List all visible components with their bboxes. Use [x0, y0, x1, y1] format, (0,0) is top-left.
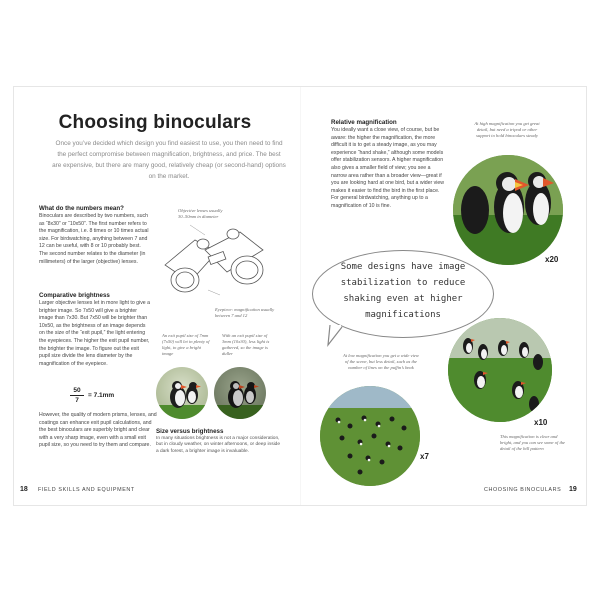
- caption-low-magnification: At low magnification you get a wide view of the scene, but less detail, such as the number of lines on the puffin’s beak: [343, 353, 419, 370]
- formula-numerator: 50: [73, 387, 81, 394]
- label-bright-image: An exit pupil size of 7mm (7x50) will let in plenty of light, to give a bright image: [162, 333, 210, 356]
- page-title: Choosing binoculars: [58, 112, 252, 133]
- brightness-body: Larger objective lenses let in more light to give a brighter image. So 7x50 will give a brighter image than 7x30. But 7x50 will be brighter than 10x50, as the brightness of an image depends on the size of the “exit pupil,” the light entering the eyepieces. The higher the exit pupil number, the brighter the image. To figure out the exit pupil size divide the lens diameter by the magnification of the eyepiece.: [39, 300, 151, 367]
- formula-denominator: 7: [75, 397, 79, 404]
- x10-puffin-view: [448, 318, 552, 422]
- magnification-body: You ideally want a close view, of course, but be aware: the higher the magnification, the more difficult it is to get a steady image, as you may experience “hand shake,” although some models offer stabilization sensors. A higher magnification also gives a smaller field of view; you see a narrow area rather than a broader view—great if you are looking hard at one bird, but a wider view makes it easier to find the bird in the first place. For general birdwatching, anything up to a magnification of 10 is fine.: [331, 127, 445, 209]
- page-gutter: [300, 87, 301, 505]
- numbers-body: Binoculars are described by two numbers, such as “8x30” or “10x50”. The first number refers to the magnification, i.e. 8 times or 10 times actual size. For birdwatching, anything between 7 and 12 can be useful, with 8 or 10 probably best. The second number relates to the diameter (in millimeters) of the larger (objective) lenses.: [39, 213, 149, 265]
- footer-right: CHOOSING BINOCULARS: [484, 487, 562, 493]
- dull-puffin-view: [214, 367, 266, 419]
- magnification-heading: Relative magnification: [331, 119, 397, 126]
- quality-body: However, the quality of modern prisms, lenses, and coatings can enhance exit pupil calculations, and the best binoculars are superbly bright and clear with a very sharp image, even with a small exit pupil size, so you need to try them and compare.: [39, 412, 157, 449]
- page-number-left: 18: [20, 486, 28, 493]
- page-number-right: 19: [569, 486, 577, 493]
- numbers-heading: What do the numbers mean?: [39, 205, 124, 212]
- fraction-bar: [70, 395, 84, 396]
- intro-paragraph: Once you’ve decided which design you find easiest to use, you then need to find the perfect compromise between magnification, brightness, and price. The best are expensive, but there are many good, relatively cheap (or second-hand) options on the market.: [52, 140, 286, 180]
- zoom-label-x7: x7: [420, 452, 429, 461]
- puffin-icon: [156, 367, 208, 419]
- x7-puffin-view: [320, 386, 420, 486]
- formula-result: = 7.1mm: [88, 392, 115, 399]
- puffin-icon: [320, 386, 420, 486]
- size-brightness-heading: Size versus brightness: [156, 428, 224, 435]
- caption-high-magnification: At high magnification you get great detail, but need a tripod or other support to hold binoculars steady: [474, 121, 540, 138]
- size-brightness-body: In many situations brightness is not a major consideration, but in cloudy weather, on winter afternoons, or deep inside a dark forest, a brighter image is invaluable.: [156, 436, 280, 454]
- caption-mid-magnification: This magnification is clear and bright, and you can see some of the detail of the bill pattern: [500, 434, 566, 451]
- bubble-tail: [326, 325, 350, 347]
- label-duller-image: With an exit pupil size of 3mm (10x30), less light is gathered, so the image is duller: [222, 333, 270, 356]
- zoom-label-x10: x10: [534, 418, 548, 427]
- puffin-icon: [453, 155, 563, 265]
- label-objective-lenses: Objective lenses usually 30–50mm in diameter: [178, 208, 223, 219]
- bright-puffin-view: [156, 367, 208, 419]
- bubble-text: Some designs have image stabilization to reduce shaking even at higher magnifications: [340, 262, 466, 320]
- brightness-heading: Comparative brightness: [39, 292, 110, 299]
- footer-left: FIELD SKILLS AND EQUIPMENT: [38, 487, 135, 493]
- binocular-leader-lines: [150, 205, 290, 315]
- label-eyepiece: Eyepiece: magnification usually between 7 and 12: [215, 307, 275, 318]
- zoom-label-x20: x20: [545, 255, 559, 264]
- puffin-icon: [214, 367, 266, 419]
- x20-puffin-view: [453, 155, 563, 265]
- puffin-icon: [448, 318, 552, 422]
